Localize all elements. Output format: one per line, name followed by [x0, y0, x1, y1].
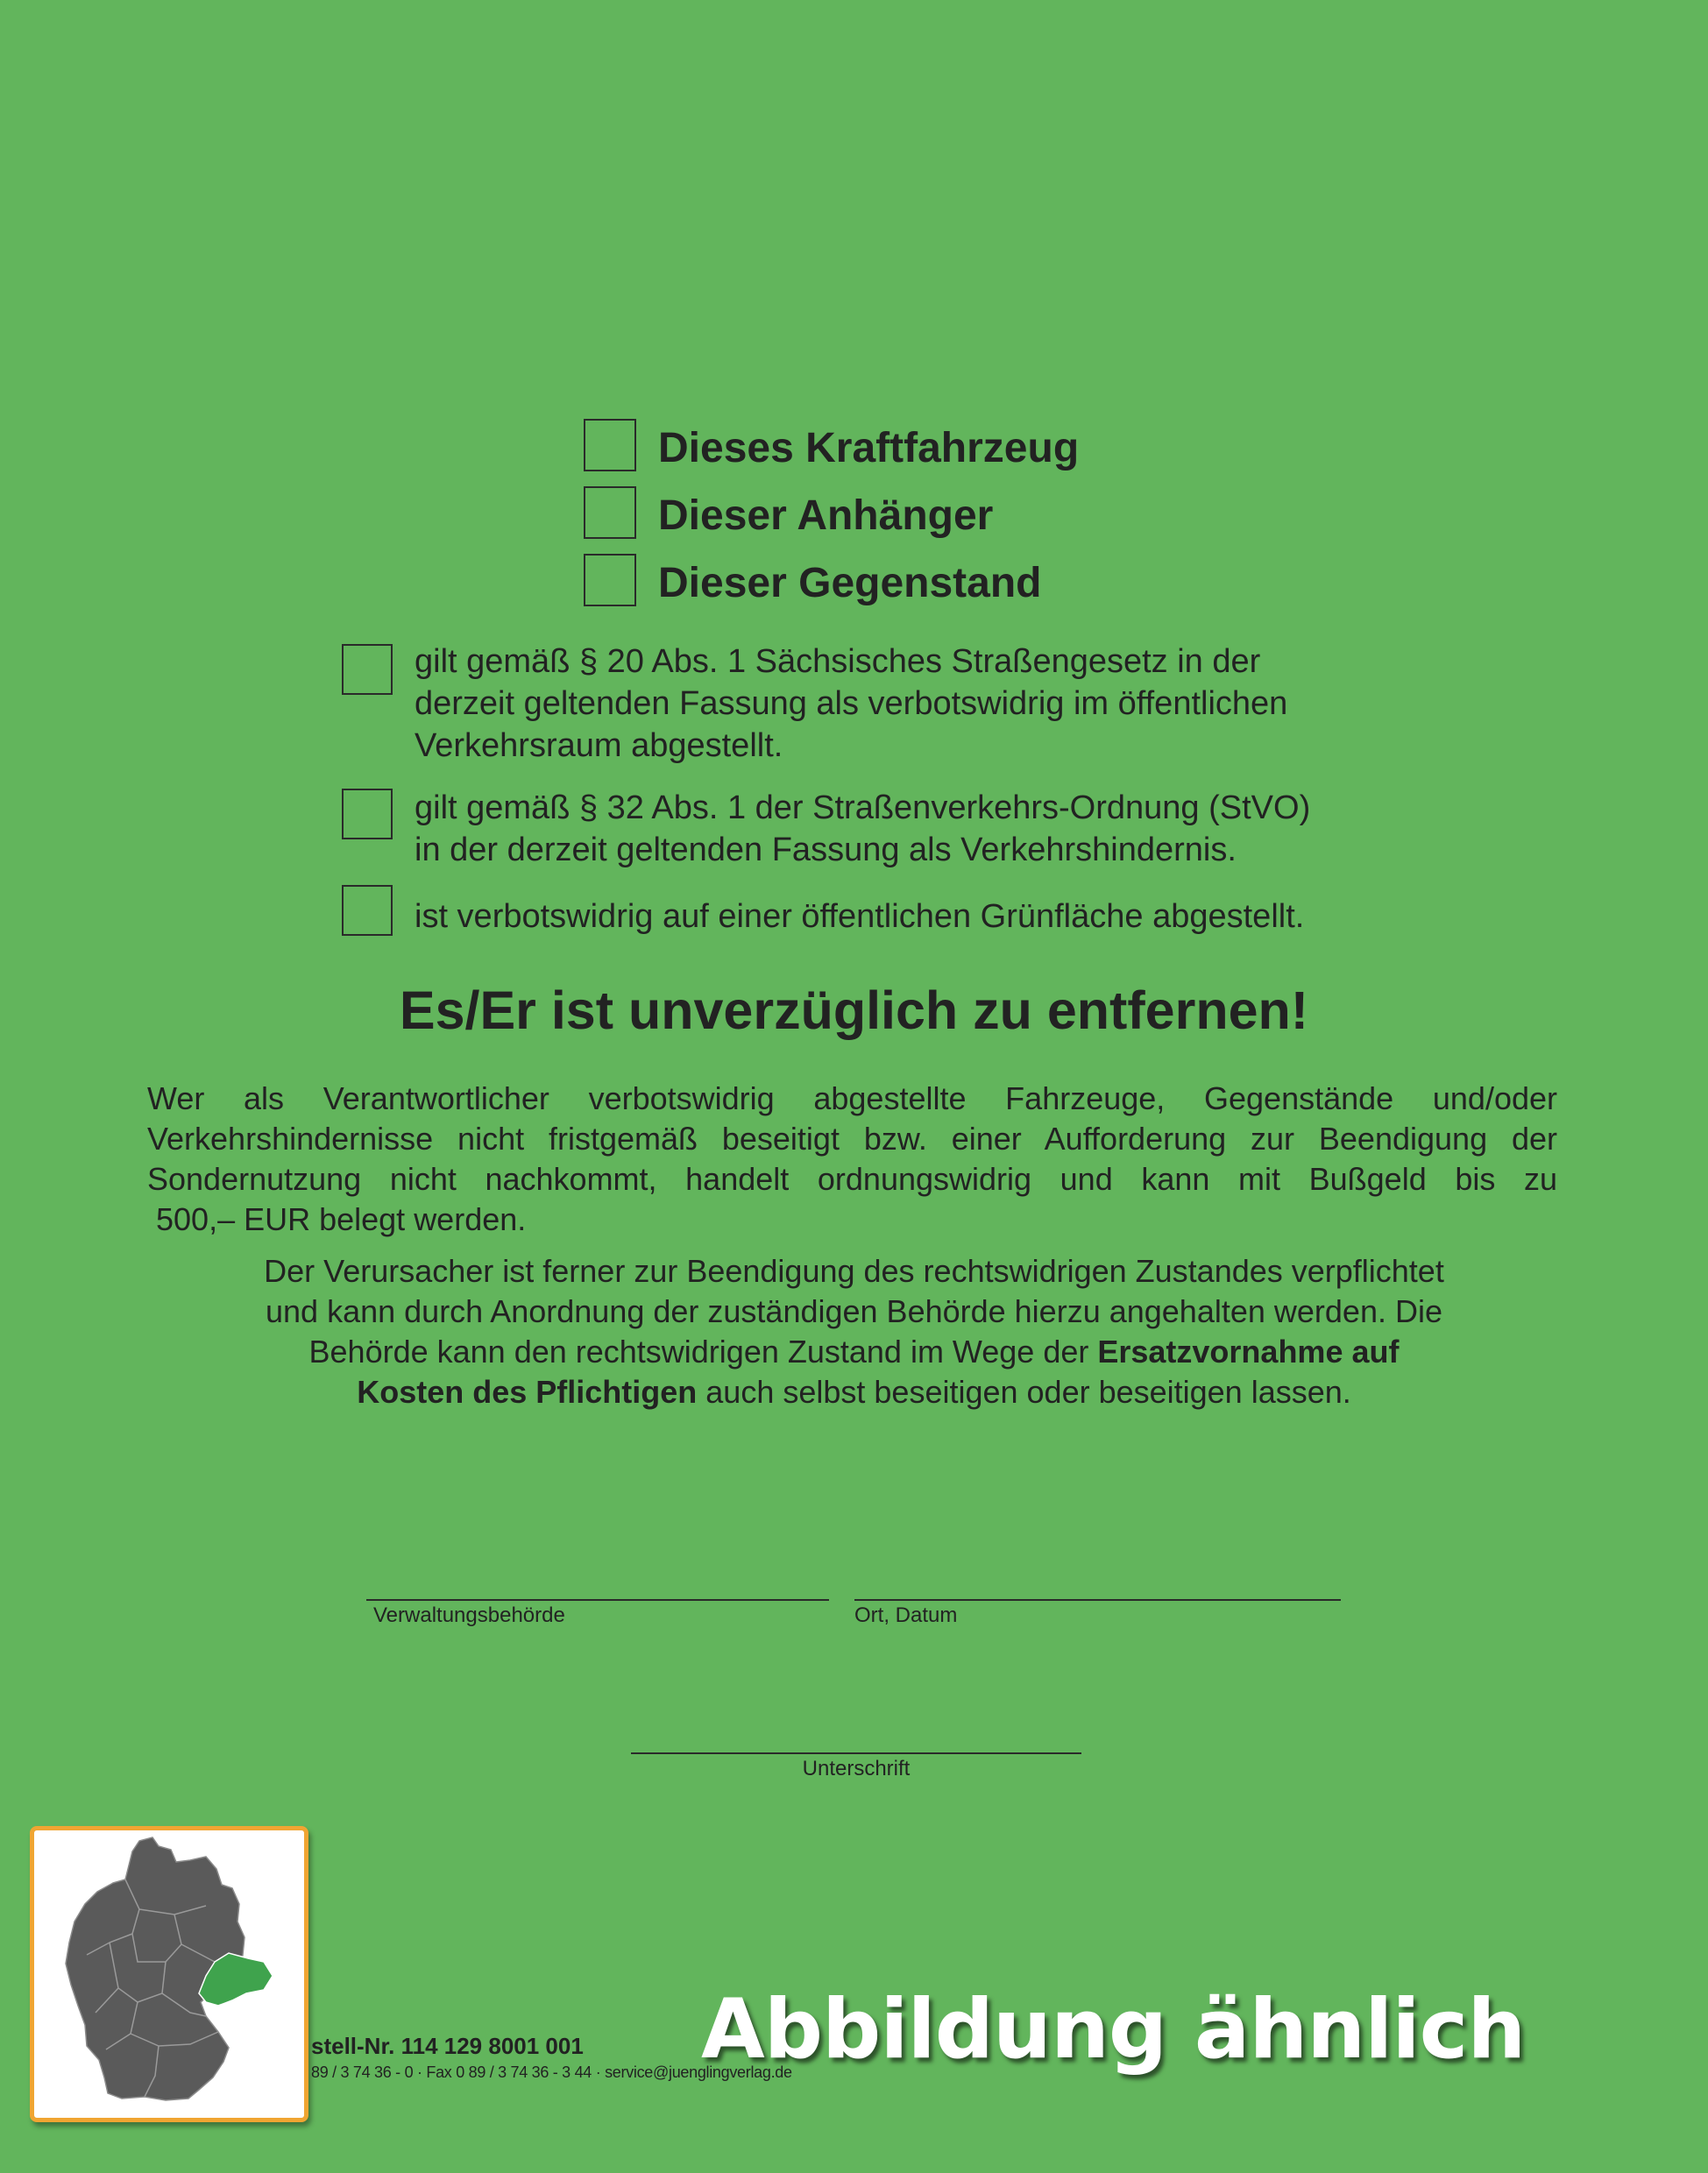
paragraph-line: und kann durch Anordnung der zuständigen Behörde hierzu angehalten werden. Die	[266, 1293, 1442, 1329]
paragraph-text: auch selbst beseitigen oder beseitigen lassen.	[697, 1374, 1351, 1410]
paragraph-line	[0, 1332, 1708, 1372]
clause-line: derzeit geltenden Fassung als verbotswidrig im öffentlichen	[415, 685, 1288, 722]
publisher-contact: 89 / 3 74 36 - 0 · Fax 0 89 / 3 74 36 - 3 44 · service@juenglingverlag.de	[311, 2063, 792, 2081]
paragraph-line: 500,– EUR belegt werden.	[156, 1201, 527, 1237]
checkbox-clause-gruenflaeche[interactable]	[342, 885, 393, 936]
option-gegenstand: Dieser Gegenstand	[658, 560, 1042, 606]
place-date-line[interactable]	[854, 1599, 1341, 1601]
clause-line: gilt gemäß § 20 Abs. 1 Sächsisches Straßengesetz in der	[415, 643, 1261, 680]
paragraph-line: Sondernutzung nicht nachkommt, handelt ordnungswidrig und kann mit Bußgeld bis zu	[147, 1161, 1557, 1197]
clause-line: in der derzeit geltenden Fassung als Verkehrshindernis.	[415, 832, 1237, 868]
signature-line[interactable]	[631, 1752, 1081, 1754]
liability-paragraph	[0, 1251, 1708, 1412]
option-kraftfahrzeug: Dieses Kraftfahrzeug	[658, 425, 1080, 471]
penalty-paragraph	[147, 1079, 1557, 1240]
paragraph-line: Der Verursacher ist ferner zur Beendigung des rechtswidrigen Zustandes verpflichtet	[264, 1253, 1444, 1289]
clause-line: ist verbotswidrig auf einer öffentlichen Grünfläche abgestellt.	[415, 898, 1305, 935]
authority-line[interactable]	[366, 1599, 829, 1601]
paragraph-text: Behörde kann den rechtswidrigen Zustand im Wege der	[308, 1334, 1098, 1370]
checkbox-clause-strassengesetz[interactable]	[342, 644, 393, 695]
place-date-label: Ort, Datum	[854, 1603, 958, 1627]
checkbox-gegenstand[interactable]	[584, 554, 636, 606]
paragraph-line: Verkehrshindernisse nicht fristgemäß beseitigt bzw. einer Aufforderung zur Beendigung der	[147, 1121, 1557, 1157]
paragraph-bold: Kosten des Pflichtigen	[357, 1374, 698, 1410]
paragraph-bold: Ersatzvornahme auf	[1097, 1334, 1400, 1370]
checkbox-clause-stvo[interactable]	[342, 789, 393, 839]
option-anhaenger: Dieser Anhänger	[658, 492, 994, 539]
authority-label: Verwaltungsbehörde	[373, 1603, 565, 1627]
order-number: stell-Nr. 114 129 8001 001	[311, 2033, 584, 2059]
clause-stvo	[415, 787, 1310, 871]
germany-map-card	[30, 1826, 308, 2122]
clause-gruenflaeche	[415, 895, 1304, 938]
checkbox-kraftfahrzeug[interactable]	[584, 419, 636, 471]
clause-line: Verkehrsraum abgestellt.	[415, 727, 783, 764]
clause-line: gilt gemäß § 32 Abs. 1 der Straßenverkehrs-Ordnung (StVO)	[415, 789, 1311, 826]
signature-label: Unterschrift	[802, 1757, 911, 1780]
paragraph-line	[0, 1372, 1708, 1412]
notice-heading: Es/Er ist unverzüglich zu entfernen!	[399, 980, 1309, 1040]
germany-map-icon	[34, 1830, 304, 2118]
watermark-similar-image: Abbildung ähnlich	[701, 1982, 1526, 2077]
clause-strassengesetz	[415, 641, 1287, 767]
checkbox-anhaenger[interactable]	[584, 486, 636, 539]
paragraph-line: Wer als Verantwortlicher verbotswidrig abgestellte Fahrzeuge, Gegenstände und/oder	[147, 1080, 1557, 1116]
